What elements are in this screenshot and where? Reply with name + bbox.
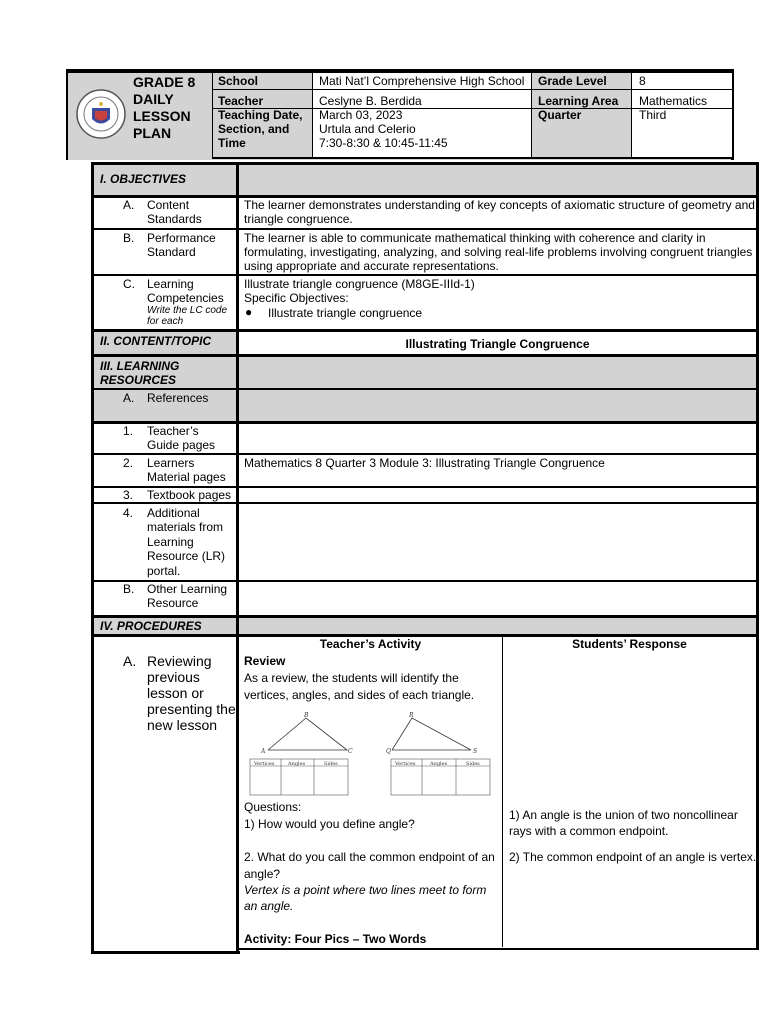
review-text-1: As a review, the students will identify the <box>244 671 459 685</box>
answer-2: 2) The common endpoint of an angle is vertex. <box>509 850 757 864</box>
learning-competencies-marker: C. <box>123 277 135 291</box>
performance-standard-label-2: Standard <box>147 245 196 259</box>
content-standards-label-1: Content <box>147 198 190 212</box>
table-right-border <box>756 162 759 950</box>
question-2-line-2: angle? <box>244 867 281 881</box>
question-2-note-1: Vertex is a point where two lines meet to form <box>244 883 487 897</box>
quarter-value: Third <box>639 108 667 122</box>
additional-materials-label-3: Learning <box>147 535 194 549</box>
other-resource-label-1: Other Learning <box>147 582 228 596</box>
content-standards-label-2: Standards <box>147 212 202 226</box>
title-line-4: PLAN <box>133 125 172 141</box>
content-standards-marker: A. <box>123 198 135 212</box>
table1-header-sides: Sides <box>324 761 338 767</box>
header-divider <box>631 73 632 157</box>
procedure-column-divider <box>502 637 503 947</box>
title-line-3: LESSON <box>133 108 191 124</box>
learning-competencies-label-2: Competencies <box>147 291 224 305</box>
additional-materials-number: 4. <box>123 506 134 520</box>
learning-area-label: Learning Area <box>538 94 619 108</box>
teacher-value: Ceslyne B. Berdida <box>319 94 422 108</box>
performance-standard-text-1: The learner is able to communicate mathematical thinking with coherence and clarity in <box>244 231 706 245</box>
teacher-activity-column-header: Teacher’s Activity <box>319 637 422 651</box>
row-separator <box>91 615 759 618</box>
other-resource-marker: B. <box>123 582 135 596</box>
row-separator <box>91 453 759 455</box>
resources-band <box>94 356 756 388</box>
triangle-review-figure <box>246 708 496 800</box>
learners-material-label-2: Material pages <box>147 470 226 484</box>
resources-heading-2: RESOURCES <box>100 373 177 387</box>
triangle-abc <box>268 718 347 750</box>
teaching-date-value: March 03, 2023 <box>319 108 403 122</box>
row-separator <box>91 228 759 230</box>
row-separator <box>91 274 759 276</box>
time-value: 7:30-8:30 & 10:45-11:45 <box>319 136 448 150</box>
references-label: References <box>147 391 209 405</box>
review-marker: A. <box>123 653 137 669</box>
table1-header-vertices: Vertices <box>254 761 275 767</box>
vertex-label-q: Q <box>386 748 391 755</box>
content-standards-text-1: The learner demonstrates understanding of key concepts of axiomatic structure of geometry and <box>244 198 755 212</box>
title-line-1: GRADE 8 <box>133 74 196 90</box>
section-value: Urtula and Celerio <box>319 122 416 136</box>
table2-header-vertices: Vertices <box>395 761 416 767</box>
review-label-2: previous <box>147 669 200 685</box>
question-2-note-2: an angle. <box>244 899 294 913</box>
table-left-border <box>91 162 94 954</box>
teacher-guide-label-1: Teacher’s <box>147 424 199 438</box>
label-column-divider <box>236 162 239 954</box>
specific-objective-item: Illustrate triangle congruence <box>268 306 423 320</box>
objectives-heading: I. OBJECTIVES <box>100 172 187 186</box>
textbook-label: Textbook pages <box>147 488 232 502</box>
student-response-column-header: Students’ Response <box>572 637 687 651</box>
grade-value-cell <box>632 73 732 89</box>
references-marker: A. <box>123 391 135 405</box>
learning-competencies-note-2: for each <box>147 316 184 327</box>
vertex-label-s: S <box>473 748 478 755</box>
procedures-bottom-border-right <box>239 948 759 950</box>
procedures-bottom-border <box>91 951 240 954</box>
review-label-5: new lesson <box>147 717 218 733</box>
performance-standard-text-2: formulating, investigating, analyzing, and solving real-life problems involving congruent triangles <box>244 245 753 259</box>
other-resource-label-2: Resource <box>147 596 199 610</box>
question-1: 1) How would you define angle? <box>244 817 415 831</box>
table2-header-angles: Angles <box>430 761 448 767</box>
textbook-number: 3. <box>123 488 134 502</box>
review-title: Review <box>244 654 286 668</box>
teacher-guide-number: 1. <box>123 424 134 438</box>
vertex-label-c: C <box>348 748 353 755</box>
learners-material-label-1: Learners <box>147 456 195 470</box>
procedures-heading: IV. PROCEDURES <box>100 619 202 633</box>
review-label-3: lesson or <box>147 685 204 701</box>
review-text-2: vertices, angles, and sides of each triangle. <box>244 688 475 702</box>
title-line-2: DAILY <box>133 91 174 107</box>
learning-competencies-text-1: Illustrate triangle congruence (M8GE-IIId-1) <box>244 277 475 291</box>
table2-header-sides: Sides <box>466 761 480 767</box>
additional-materials-label-2: materials from <box>147 520 224 534</box>
additional-materials-label-5: portal. <box>147 564 181 578</box>
learning-competencies-label-1: Learning <box>147 277 194 291</box>
performance-standard-text-3: using appropriate and accurate representations. <box>244 259 499 273</box>
learning-competencies-note-1: Write the LC code <box>147 305 228 316</box>
performance-standard-marker: B. <box>123 231 135 245</box>
table1-header-angles: Angles <box>288 761 306 767</box>
answer-1-line-2: rays with a common endpoint. <box>509 824 669 838</box>
activity-title: Activity: Four Pics – Two Words <box>244 932 427 946</box>
deped-seal-logo <box>75 88 127 140</box>
quarter-label: Quarter <box>538 108 582 122</box>
header-left-border <box>66 70 68 160</box>
grade-level-value: 8 <box>639 74 646 88</box>
bullet-icon: ● <box>245 305 253 319</box>
header-divider <box>531 73 532 157</box>
teacher-guide-label-2: Guide pages <box>147 438 216 452</box>
learning-area-value: Mathematics <box>639 94 708 108</box>
header-divider <box>212 89 732 90</box>
header-divider <box>212 73 213 157</box>
review-label-4: presenting the <box>147 701 236 717</box>
learners-material-number: 2. <box>123 456 134 470</box>
objectives-band <box>94 165 756 195</box>
performance-standard-label-1: Performance <box>147 231 216 245</box>
vertex-label-r: R <box>409 712 414 719</box>
additional-materials-label-4: Resource (LR) <box>147 549 226 563</box>
questions-title: Questions: <box>244 800 302 814</box>
grade-level-label: Grade Level <box>538 74 607 88</box>
learning-competencies-text-2: Specific Objectives: <box>244 291 349 305</box>
additional-materials-label-1: Additional <box>147 506 200 520</box>
row-separator <box>91 329 759 332</box>
school-value: Mati Nat’l Comprehensive High School <box>319 74 525 88</box>
content-topic-heading: II. CONTENT/TOPIC <box>100 334 212 348</box>
vertex-label-a: A <box>261 748 266 755</box>
header-divider <box>312 73 313 157</box>
school-label: School <box>218 74 259 88</box>
row-separator <box>91 388 759 390</box>
vertex-label-b: B <box>304 712 309 719</box>
teaching-date-label-2: Section, and <box>218 122 290 136</box>
resources-heading-1: III. LEARNING <box>100 359 180 373</box>
answer-1-line-1: 1) An angle is the union of two noncollinear <box>509 808 738 822</box>
teaching-date-label-3: Time <box>218 136 246 150</box>
header-divider <box>212 157 734 159</box>
teacher-label: Teacher <box>218 94 264 108</box>
row-separator <box>91 354 759 357</box>
content-topic-value: Illustrating Triangle Congruence <box>405 337 590 351</box>
question-2-line-1: 2. What do you call the common endpoint of an <box>244 850 495 864</box>
triangle-qrs <box>392 718 471 750</box>
content-standards-text-2: triangle congruence. <box>244 212 353 226</box>
table-top-border <box>91 162 759 165</box>
learners-material-value: Mathematics 8 Quarter 3 Module 3: Illustrating Triangle Congruence <box>244 456 605 470</box>
teaching-date-label-1: Teaching Date, <box>218 108 303 122</box>
review-label-1: Reviewing <box>147 653 212 669</box>
